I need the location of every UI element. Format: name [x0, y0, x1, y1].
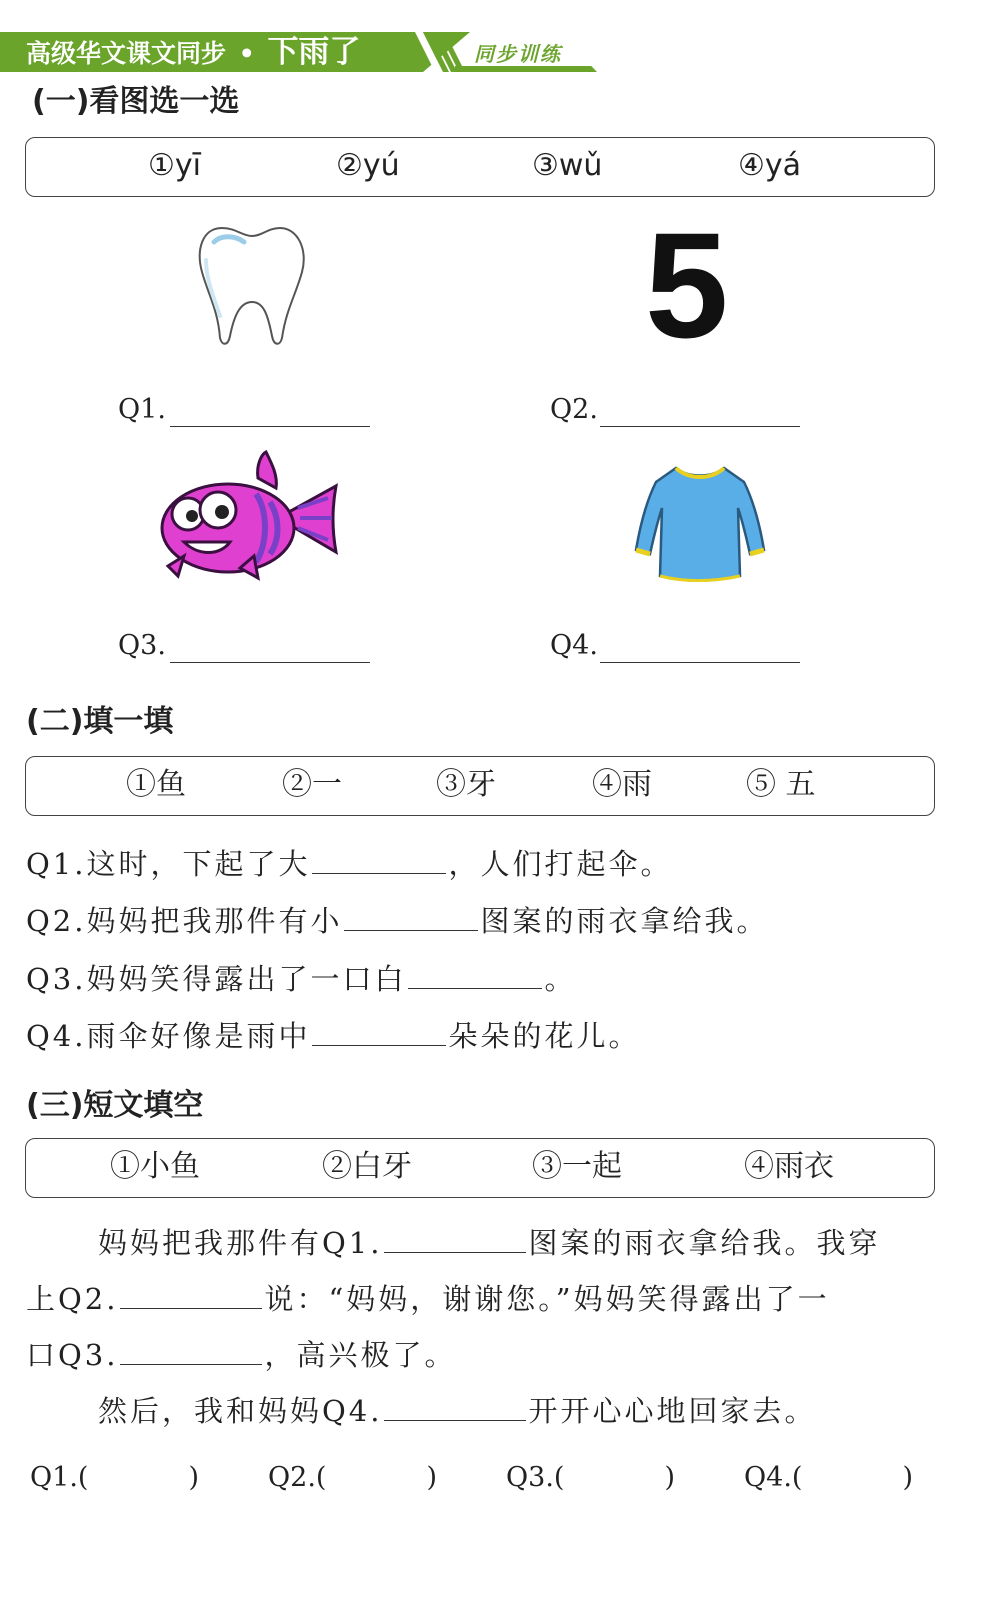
answer-slot-1[interactable]: Q1.( ): [30, 1462, 199, 1493]
section1-q3-label: Q3.: [118, 630, 166, 661]
section3-option-1: ①小鱼: [110, 1149, 200, 1184]
section1-q2-label: Q2.: [550, 394, 598, 425]
passage-line-1: 妈妈把我那件有Q1. 图案的雨衣拿给我。我穿: [98, 1226, 881, 1260]
section2-option-5: ⑤ 五: [746, 767, 816, 802]
fish-icon: [148, 448, 348, 588]
section2-q2: Q2.妈妈把我那件有小 图案的雨衣拿给我。: [26, 904, 769, 938]
section3-option-2: ②白牙: [322, 1149, 412, 1184]
section2-option-4: ④雨: [592, 767, 652, 802]
header-title: 高级华文课文同步 • 下雨了: [26, 34, 361, 70]
section2-q4: Q4.雨伞好像是雨中 朵朵的花儿。: [26, 1019, 641, 1053]
section1-q1-blank[interactable]: [170, 426, 370, 427]
section2-option-1: ①鱼: [126, 767, 186, 802]
passage-line-4: 然后，我和妈妈Q4. 开开心心地回家去。: [98, 1394, 817, 1428]
section2-option-3: ③牙: [436, 767, 496, 802]
section1-option-4: ④yá: [738, 148, 802, 183]
section1-q2-blank[interactable]: [600, 426, 800, 427]
section2-q2-blank[interactable]: [344, 929, 478, 931]
section3-option-4: ④雨衣: [744, 1149, 834, 1184]
answer-slot-2[interactable]: Q2.( ): [268, 1462, 437, 1493]
section2-q4-blank[interactable]: [312, 1044, 446, 1046]
passage-q1-blank[interactable]: [384, 1251, 526, 1253]
section1-q4-blank[interactable]: [600, 662, 800, 663]
section2-q1: Q1.这时，下起了大 ，人们打起伞。: [26, 847, 673, 881]
section1-q1-label: Q1.: [118, 394, 166, 425]
section2-q3-blank[interactable]: [408, 987, 542, 989]
passage-line-3: 口Q3. ，高兴极了。: [26, 1338, 457, 1372]
passage-line-2: 上Q2. 说：“妈妈，谢谢您。”妈妈笑得露出了一: [26, 1282, 830, 1316]
section2-option-2: ②一: [282, 767, 342, 802]
section3-option-3: ③一起: [532, 1149, 622, 1184]
passage-q2-blank[interactable]: [120, 1307, 262, 1309]
section1-q4-label: Q4.: [550, 630, 598, 661]
section2-q3: Q3.妈妈笑得露出了一口白 。: [26, 962, 577, 996]
answer-slot-3[interactable]: Q3.( ): [506, 1462, 675, 1493]
shirt-icon: [632, 462, 768, 582]
section1-option-1: ①yī: [148, 148, 201, 183]
answer-slot-4[interactable]: Q4.( ): [744, 1462, 913, 1493]
section1-q3-blank[interactable]: [170, 662, 370, 663]
section1-option-3: ③wǔ: [532, 148, 603, 183]
header-subtitle: 同步训练: [474, 42, 562, 66]
section3-title: (三)短文填空: [26, 1088, 204, 1123]
number-five-picture: 5: [645, 201, 729, 369]
section2-title: (二)填一填: [26, 704, 174, 739]
tooth-icon: [192, 220, 312, 350]
section1-option-2: ②yú: [336, 148, 400, 183]
section2-q1-blank[interactable]: [312, 872, 446, 874]
passage-q3-blank[interactable]: [120, 1363, 262, 1365]
section1-title: (一)看图选一选: [32, 84, 240, 119]
passage-q4-blank[interactable]: [384, 1419, 526, 1421]
